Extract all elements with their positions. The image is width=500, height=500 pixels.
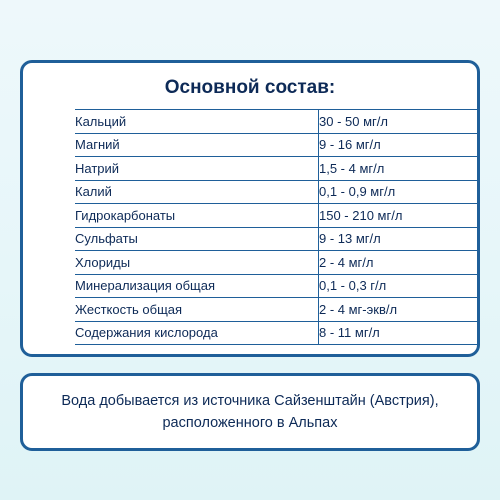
table-row — [75, 227, 477, 251]
source-line-1: Вода добывается из источника Сайзенштайн (Австрия), — [61, 393, 439, 409]
composition-title: Основной состав: — [164, 77, 336, 98]
table-row — [75, 321, 477, 345]
source-card — [20, 373, 480, 451]
table-row — [75, 204, 477, 228]
component-value: 8 - 11 мг/л — [319, 321, 478, 345]
component-value: 30 - 50 мг/л — [319, 110, 478, 134]
component-name: Сульфаты — [75, 227, 319, 251]
table-row — [75, 157, 477, 181]
source-line-2: расположенного в Альпах — [162, 415, 338, 431]
component-name: Магний — [75, 133, 319, 157]
source-text — [61, 390, 438, 434]
table-row — [75, 298, 477, 322]
table-row — [75, 274, 477, 298]
component-name: Минерализация общая — [75, 274, 319, 298]
component-name: Жесткость общая — [75, 298, 319, 322]
component-name: Натрий — [75, 157, 319, 181]
table-row — [75, 110, 477, 134]
composition-card — [20, 60, 480, 357]
component-value: 9 - 16 мг/л — [319, 133, 478, 157]
component-name: Калий — [75, 180, 319, 204]
component-value: 1,5 - 4 мг/л — [319, 157, 478, 181]
component-name: Кальций — [75, 110, 319, 134]
component-name: Хлориды — [75, 251, 319, 275]
component-value: 2 - 4 мг-экв/л — [319, 298, 478, 322]
component-value: 9 - 13 мг/л — [319, 227, 478, 251]
component-name: Гидрокарбонаты — [75, 204, 319, 228]
component-value: 0,1 - 0,3 г/л — [319, 274, 478, 298]
table-row — [75, 251, 477, 275]
component-value: 0,1 - 0,9 мг/л — [319, 180, 478, 204]
component-value: 2 - 4 мг/л — [319, 251, 478, 275]
component-name: Содержания кислорода — [75, 321, 319, 345]
composition-table — [75, 109, 477, 345]
table-row — [75, 133, 477, 157]
component-value: 150 - 210 мг/л — [319, 204, 478, 228]
table-row — [75, 180, 477, 204]
